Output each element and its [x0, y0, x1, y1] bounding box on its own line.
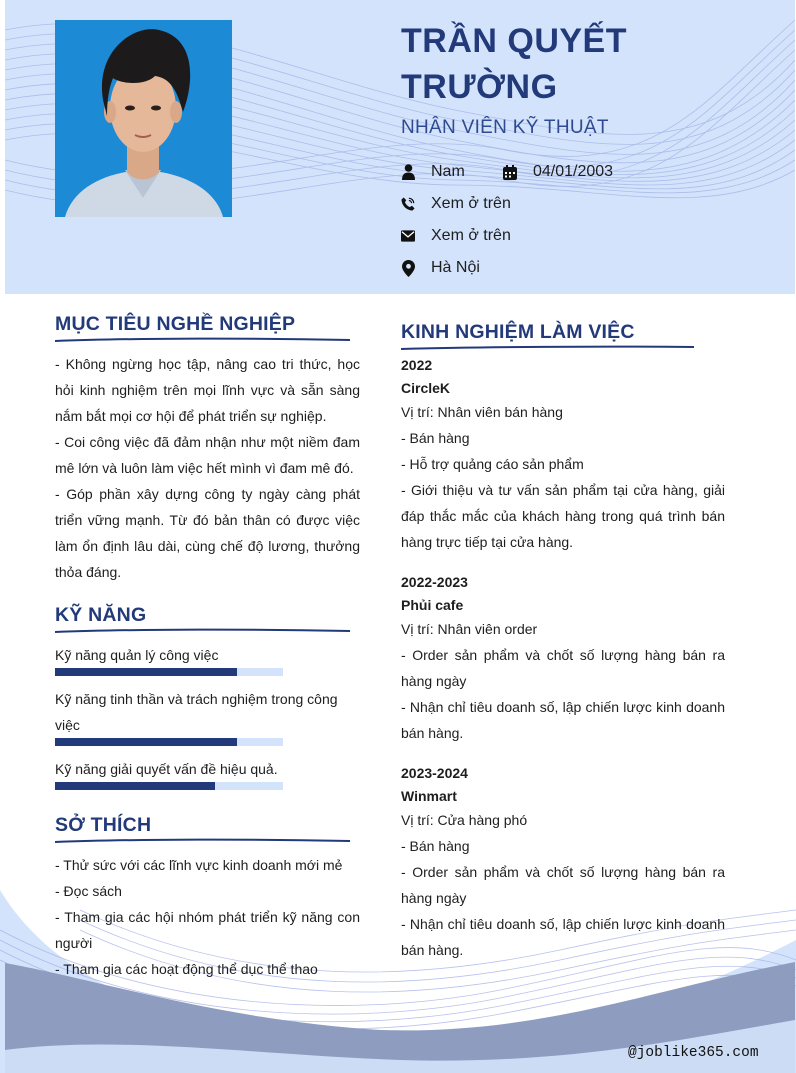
experience-line: Vị trí: Nhân viên order	[401, 621, 538, 637]
skill-label: Kỹ năng quản lý công việc	[55, 647, 219, 663]
hobby-item: - Đọc sách	[55, 883, 122, 899]
calendar-icon	[503, 164, 517, 180]
job-title: NHÂN VIÊN KỸ THUẬT	[401, 117, 609, 138]
experience-heading: KINH NGHIỆM LÀM VIỆC	[401, 321, 635, 343]
gender-row	[401, 160, 465, 184]
address-value: Hà Nội	[431, 259, 480, 276]
envelope-icon	[401, 228, 415, 244]
experience-entry	[401, 570, 725, 746]
experience-company: CircleK	[401, 380, 451, 396]
candidate-name-line1: TRẦN QUYẾT	[401, 22, 627, 60]
profile-photo	[55, 20, 232, 217]
experience-entry	[401, 353, 725, 555]
experience-year: 2022-2023	[401, 574, 468, 590]
experience-line: - Giới thiệu và tư vấn sản phẩm tại cửa hàng, giải đáp thắc mắc của khách hàng trong quá trình bán hàng trực tiếp tại cửa hàng.	[401, 482, 725, 550]
objective-underline	[55, 336, 350, 344]
candidate-name-line2: TRƯỜNG	[401, 68, 558, 106]
hobbies-list	[55, 852, 360, 982]
skill-bar	[55, 738, 283, 746]
hobby-item: - Thử sức với các lĩnh vực kinh doanh mới mẻ	[55, 857, 343, 873]
experience-line: - Bán hàng	[401, 838, 470, 854]
user-icon	[401, 164, 415, 180]
birthdate-row	[503, 160, 613, 184]
objective-text	[55, 351, 360, 585]
objective-heading: MỤC TIÊU NGHỀ NGHIỆP	[55, 313, 296, 335]
skill-label: Kỹ năng tinh thần và trách nghiệm trong công việc	[55, 691, 338, 733]
skill-bar-fill	[55, 738, 237, 746]
objective-paragraph: - Góp phần xây dựng công ty ngày càng phát triển vững mạnh. Từ đó bản thân có được việc làm ổn định lâu dài, cùng chế độ lương, thưởng thỏa đáng.	[55, 486, 360, 580]
experience-line: Vị trí: Nhân viên bán hàng	[401, 404, 563, 420]
skills-underline	[55, 627, 350, 635]
skill-label: Kỹ năng giải quyết vấn đề hiệu quả.	[55, 761, 278, 777]
skill-bar-fill	[55, 782, 215, 790]
experience-line: - Hỗ trợ quảng cáo sản phẩm	[401, 456, 584, 472]
experience-line: - Nhận chỉ tiêu doanh số, lập chiến lược kinh doanh bán hàng.	[401, 699, 725, 741]
experience-line: - Order sản phẩm và chốt số lượng hàng bán ra hàng ngày	[401, 647, 725, 689]
experience-year: 2022	[401, 357, 433, 373]
candidate-name	[401, 18, 761, 110]
skill-bar	[55, 668, 283, 676]
address-row	[401, 256, 480, 280]
hobbies-heading: SỞ THÍCH	[55, 814, 152, 836]
experience-line: Vị trí: Cửa hàng phó	[401, 812, 528, 828]
location-pin-icon	[401, 260, 415, 276]
experience-line: - Bán hàng	[401, 430, 470, 446]
email-row	[401, 224, 511, 248]
experience-underline	[401, 344, 694, 352]
experience-company: Phủi cafe	[401, 597, 464, 613]
experience-entry	[401, 761, 725, 963]
experience-company: Winmart	[401, 788, 457, 804]
hobby-item: - Tham gia các hoạt động thể dục thể thao	[55, 961, 318, 977]
email-value: Xem ở trên	[431, 227, 511, 244]
hobby-item: - Tham gia các hội nhóm phát triển kỹ năng con người	[55, 909, 360, 951]
objective-paragraph: - Không ngừng học tập, nâng cao tri thức, học hỏi kinh nghiệm trên mọi lĩnh vực và sẵn sàng nắm bắt mọi cơ hội để phát triển sự nghiệp.	[55, 356, 360, 424]
experience-line: - Nhận chỉ tiêu doanh số, lập chiến lược kinh doanh bán hàng.	[401, 916, 725, 958]
phone-row	[401, 192, 511, 216]
skills-heading: KỸ NĂNG	[55, 604, 147, 626]
site-watermark: @joblike365.com	[628, 1045, 759, 1061]
experience-line: - Order sản phẩm và chốt số lượng hàng bán ra hàng ngày	[401, 864, 725, 906]
skill-bar-fill	[55, 668, 237, 676]
skill-bar	[55, 782, 283, 790]
experience-year: 2023-2024	[401, 765, 468, 781]
gender-value: Nam	[431, 163, 465, 180]
phone-value: Xem ở trên	[431, 195, 511, 212]
birthdate-value: 04/01/2003	[533, 163, 614, 180]
hobbies-underline	[55, 837, 350, 845]
objective-paragraph: - Coi công việc đã đảm nhận như một niềm đam mê lớn và luôn làm việc hết mình vì đam mê đó.	[55, 434, 360, 476]
phone-icon	[401, 196, 415, 212]
